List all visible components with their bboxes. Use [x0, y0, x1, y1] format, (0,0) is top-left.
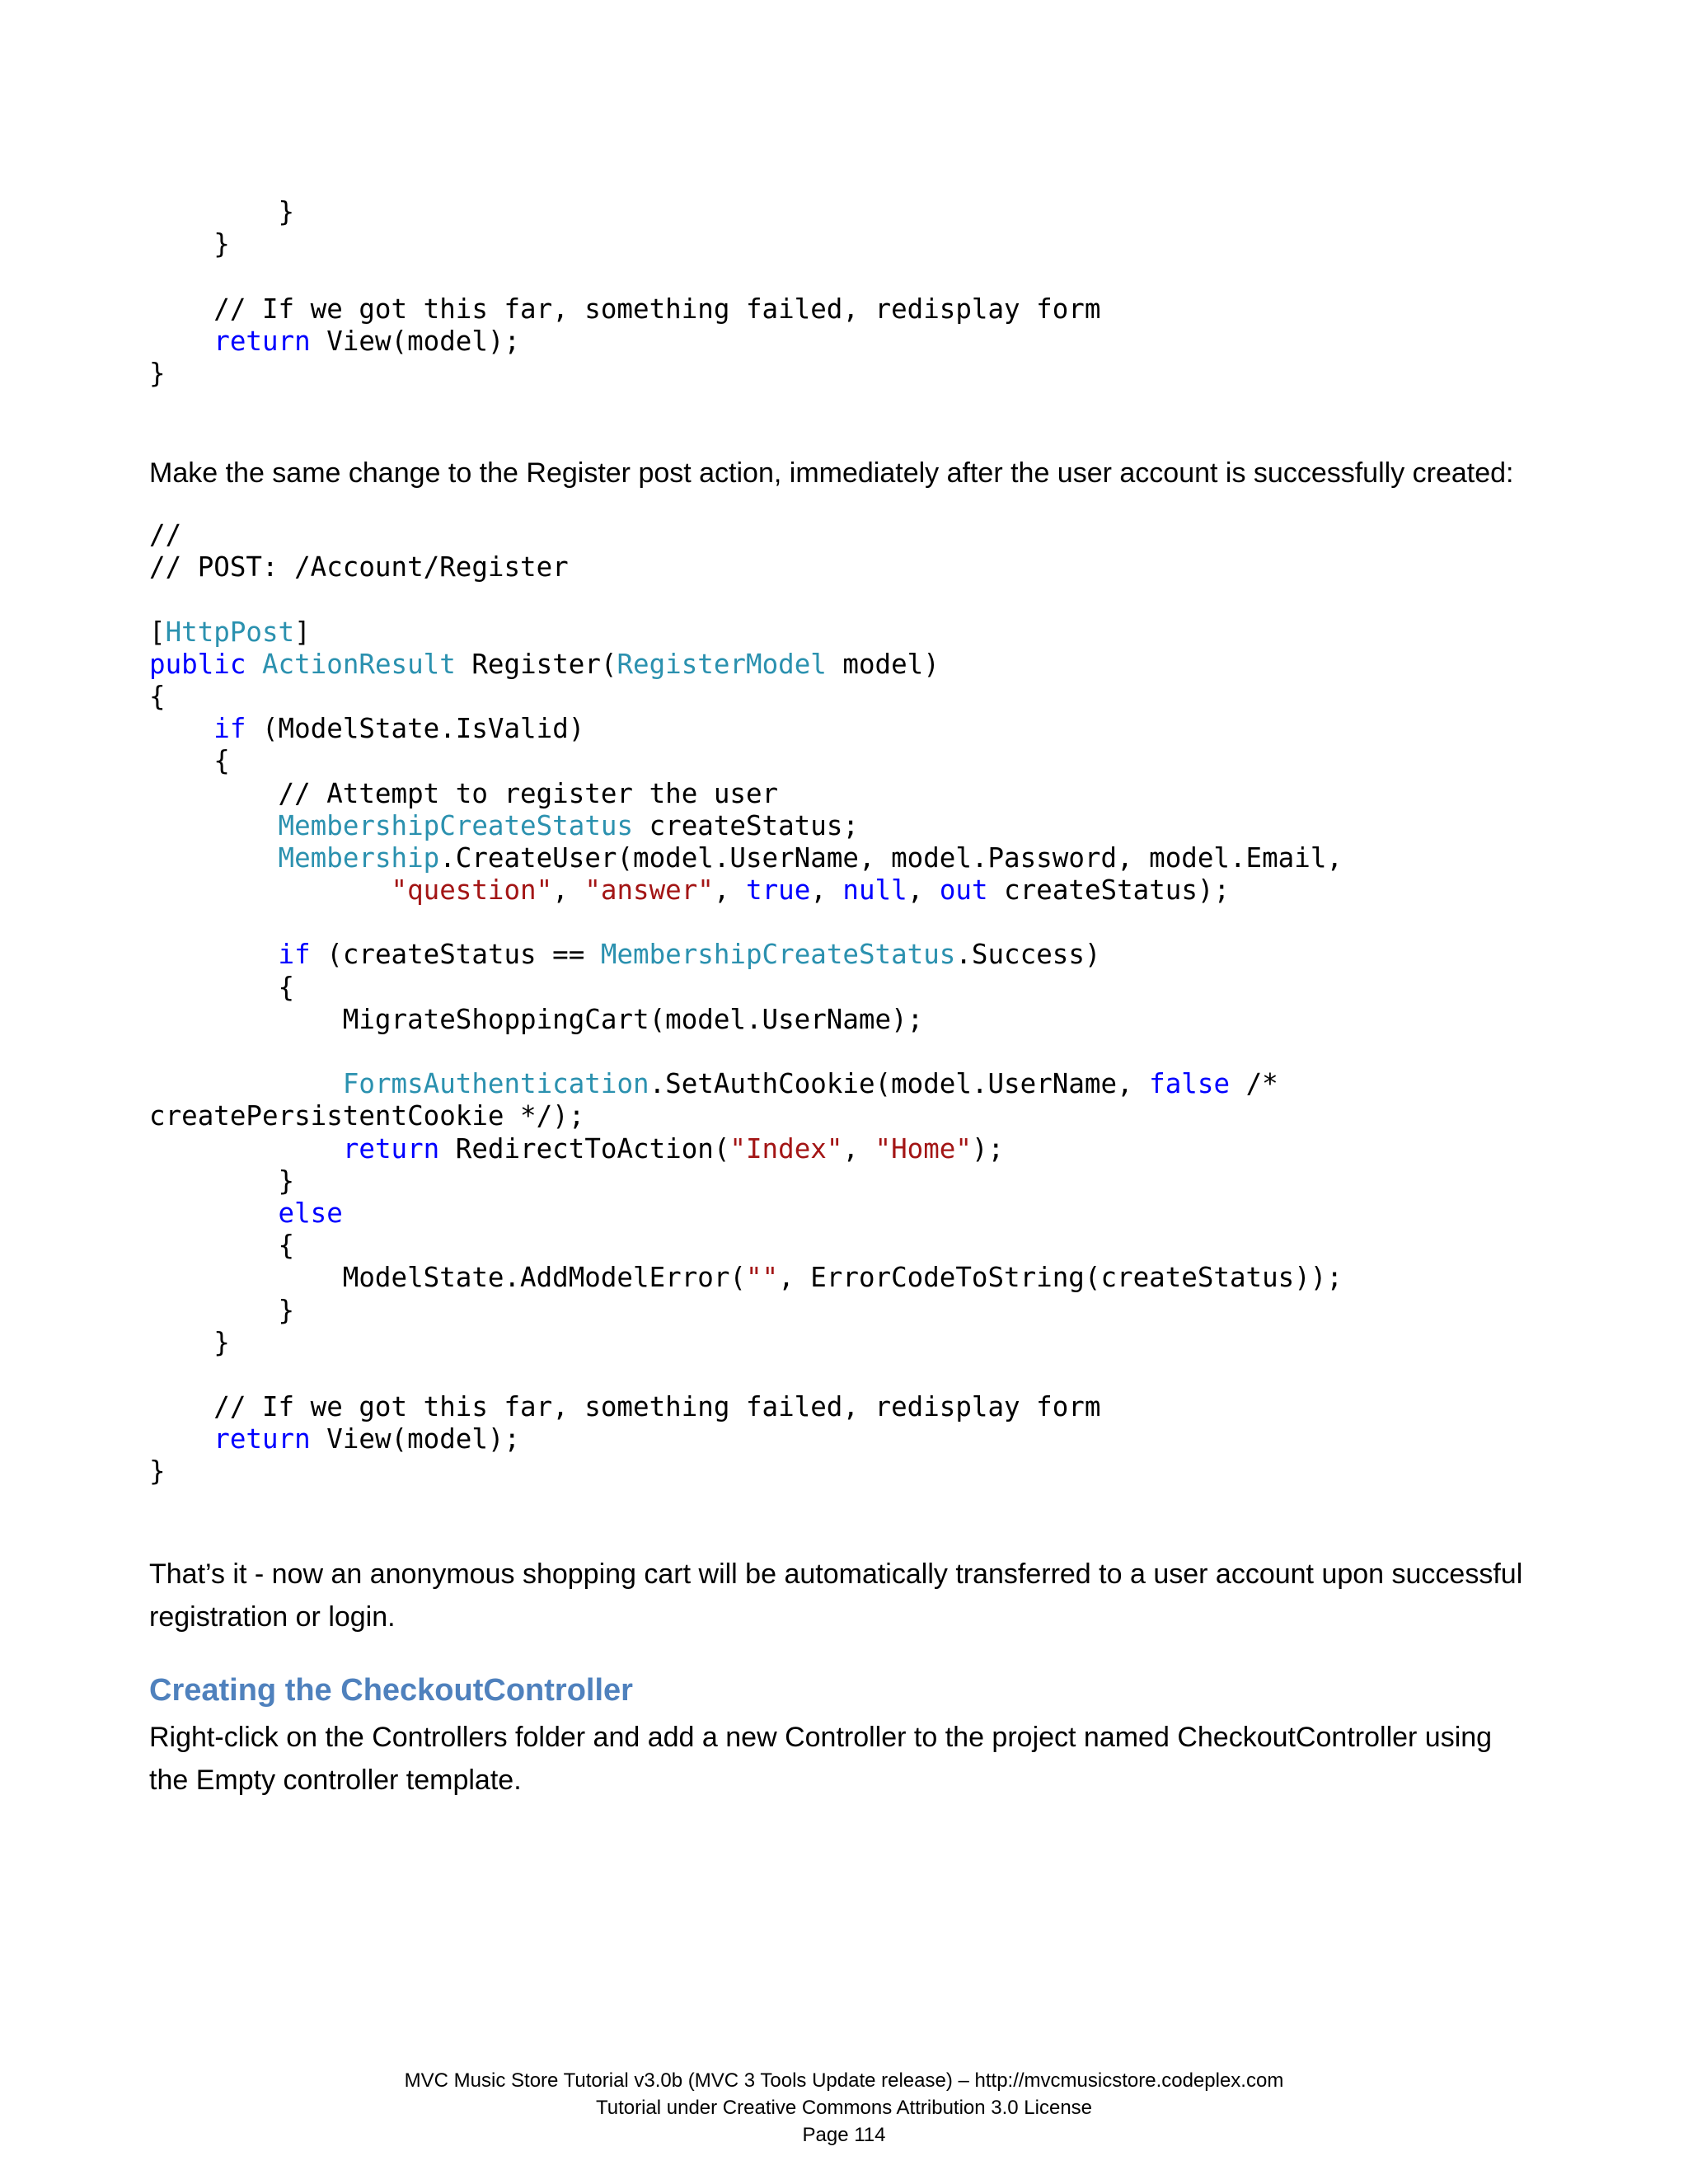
code-token: (ModelState.IsValid)	[246, 713, 585, 745]
code-block-login-end	[149, 196, 1100, 390]
code-token: ,	[907, 874, 940, 907]
code-line	[149, 1133, 1343, 1165]
code-token: return	[213, 1423, 311, 1455]
code-line	[149, 713, 1343, 745]
code-line	[149, 293, 1100, 326]
code-token: (createStatus ==	[310, 939, 601, 971]
code-token: ,	[810, 874, 843, 907]
code-token: Register(	[455, 648, 617, 680]
code-line	[149, 649, 1343, 681]
code-token: MembershipCreateStatus	[278, 809, 634, 841]
code-token: return	[342, 1132, 440, 1165]
code-token: );	[971, 1132, 1005, 1165]
code-token: "question"	[391, 874, 553, 907]
code-line	[149, 1359, 1343, 1391]
code-token	[149, 874, 392, 906]
code-token: .SetAuthCookie(model.UserName,	[649, 1068, 1150, 1100]
code-token: false	[1149, 1068, 1231, 1100]
code-line	[149, 745, 1343, 777]
code-token: if	[278, 939, 311, 971]
code-line	[149, 681, 1343, 713]
code-token	[246, 649, 262, 680]
code-line	[149, 939, 1343, 971]
code-token	[149, 1068, 343, 1099]
code-token: {	[149, 971, 295, 1003]
code-token: // Attempt to register the user	[149, 777, 779, 809]
code-token: if	[213, 713, 246, 745]
code-line	[149, 1230, 1343, 1262]
code-line	[149, 583, 1343, 616]
code-token: MigrateShoppingCart(model.UserName);	[149, 1003, 924, 1035]
code-line	[149, 1165, 1343, 1197]
footer-line-title: MVC Music Store Tutorial v3.0b (MVC 3 Tools Update release) – http://mvcmusicstore.codeplex.com	[404, 2069, 1284, 2092]
code-line	[149, 196, 1100, 228]
code-token: // If we got this far, something failed, redisplay form	[149, 293, 1101, 325]
code-token: .CreateUser(model.UserName, model.Password, model.Email,	[439, 841, 1343, 874]
code-line	[149, 358, 1100, 390]
code-token: ActionResult	[261, 648, 456, 680]
code-line	[149, 1197, 1343, 1230]
code-token	[149, 1423, 213, 1455]
code-token: ,	[552, 874, 585, 907]
code-line	[149, 326, 1100, 358]
footer-page-number: Page 114	[802, 2124, 886, 2146]
code-line	[149, 907, 1343, 939]
code-line	[149, 1455, 1343, 1488]
code-token: , ErrorCodeToString(createStatus));	[778, 1262, 1343, 1294]
code-token: FormsAuthentication	[342, 1068, 649, 1100]
code-line	[149, 1100, 1343, 1132]
code-line	[149, 260, 1100, 293]
code-token: else	[278, 1197, 343, 1229]
code-token: public	[149, 648, 246, 680]
code-line	[149, 1036, 1343, 1068]
code-token: View(model);	[310, 1423, 521, 1455]
code-token: //	[149, 519, 182, 551]
code-line	[149, 616, 1343, 649]
code-token: // If we got this far, something failed, redisplay form	[149, 1391, 1101, 1423]
code-token: return	[213, 325, 311, 357]
code-token	[149, 939, 279, 970]
code-token: }	[149, 357, 166, 389]
code-line	[149, 874, 1343, 907]
code-token: "answer"	[584, 874, 714, 907]
code-token: RedirectToAction(	[439, 1132, 730, 1165]
code-line	[149, 972, 1343, 1004]
code-line	[149, 1004, 1343, 1036]
code-token: MembershipCreateStatus	[600, 939, 956, 971]
code-token: {	[149, 1230, 295, 1262]
code-token	[149, 1197, 279, 1229]
code-token	[149, 713, 213, 744]
code-token: true	[746, 874, 811, 907]
paragraph-right-click: Right-click on the Controllers folder and add a new Controller to the project named CheckoutController using the Empty controller template.	[149, 1722, 1493, 1796]
footer-line-license: Tutorial under Creative Commons Attribution 3.0 License	[595, 2097, 1093, 2119]
code-token: View(model);	[310, 325, 521, 357]
code-token: Membership	[278, 841, 440, 874]
code-token: [	[149, 616, 166, 648]
section-heading: Creating the CheckoutController	[149, 1673, 633, 1708]
page-footer	[0, 2067, 1688, 2149]
code-token: createStatus);	[987, 874, 1231, 907]
code-token: }	[149, 1455, 166, 1488]
code-token: .Success)	[955, 939, 1101, 971]
code-token: "Home"	[874, 1132, 972, 1165]
code-block-register-action	[149, 519, 1343, 1488]
code-token	[149, 842, 279, 874]
code-token: // POST: /Account/Register	[149, 551, 569, 583]
code-token: }	[149, 1326, 230, 1358]
code-line	[149, 810, 1343, 842]
code-token: HttpPost	[165, 616, 295, 648]
code-token: out	[939, 874, 988, 907]
paragraph-thats-it: That’s it - now an anonymous shopping cart will be automatically transferred to a user account upon successful registration or login.	[149, 1558, 1523, 1633]
code-line	[149, 1327, 1343, 1359]
code-token: }	[149, 1165, 295, 1197]
code-line	[149, 551, 1343, 583]
code-line	[149, 519, 1343, 551]
code-token: createPersistentCookie */);	[149, 1100, 585, 1132]
code-token: RegisterModel	[617, 648, 827, 680]
code-token: /*	[1230, 1068, 1278, 1100]
code-token: ]	[294, 616, 311, 648]
paragraph-register-change: Make the same change to the Register post action, immediately after the user account is successfully created:	[149, 457, 1514, 489]
code-token: }	[149, 228, 230, 260]
code-token: "Index"	[729, 1132, 843, 1165]
code-token: }	[149, 1294, 295, 1326]
code-token: ,	[842, 1132, 875, 1165]
code-line	[149, 1262, 1343, 1294]
code-line	[149, 1391, 1343, 1423]
code-token	[149, 1133, 343, 1165]
code-token	[149, 326, 213, 357]
code-token: }	[149, 196, 295, 227]
code-token: ,	[713, 874, 746, 907]
code-token: ModelState.AddModelError(	[149, 1262, 746, 1294]
code-line	[149, 228, 1100, 260]
code-token: null	[842, 874, 907, 907]
code-token: model)	[826, 648, 940, 680]
code-token: createStatus;	[633, 809, 859, 841]
code-token	[149, 810, 279, 841]
code-line	[149, 778, 1343, 810]
code-token: {	[149, 680, 166, 712]
code-token: ""	[745, 1262, 779, 1294]
code-line	[149, 1068, 1343, 1100]
code-line	[149, 1423, 1343, 1455]
code-line	[149, 842, 1343, 874]
code-line	[149, 1295, 1343, 1327]
code-token: {	[149, 745, 230, 777]
